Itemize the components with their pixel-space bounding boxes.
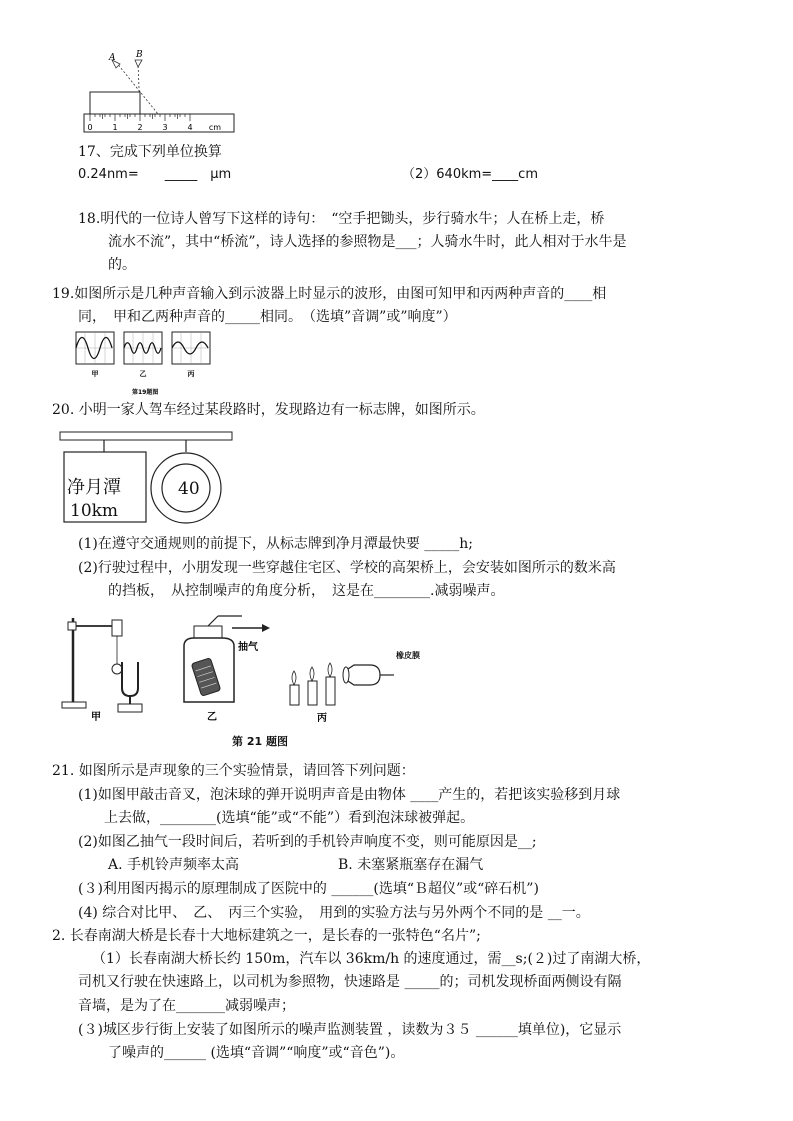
- fig21-label-bing: 丙: [317, 713, 327, 723]
- q21-title: 21. 如图所示是声现象的三个实验情景，请回答下列问题：: [52, 763, 415, 779]
- q22-p3-line1: (３)城区步行街上安装了如图所示的噪声监测装置 ，读数为３５ ______填单位)，它显示: [78, 1022, 622, 1038]
- q18-line1: 18.明代的一位诗人曾写下这样的诗句： “空手把锄头，步行骑水牛；人在桥上走，桥: [78, 211, 605, 227]
- sign-distance: 10km: [70, 501, 119, 521]
- fig21-tuning-fork: [60, 612, 160, 722]
- tick-1: 1: [112, 123, 118, 132]
- ruler-figure: [80, 48, 240, 136]
- q20-part1: (1)在遵守交通规则的前提下，从标志牌到净月潭最快要 _____h;: [78, 536, 474, 552]
- fig21-bell-jar: [178, 612, 288, 722]
- q21-option-a: A. 手机铃声频率太高: [108, 857, 240, 873]
- fig21-label-yi: 乙: [207, 712, 217, 722]
- q21-option-b: B. 未塞紧瓶塞存在漏气: [338, 857, 484, 873]
- q20-part2-line2: 的挡板， 从控制噪声的角度分析， 这是在________.减弱噪声。: [108, 583, 505, 599]
- wave-label-jia: 甲: [91, 370, 99, 378]
- tick-4: 4: [187, 123, 193, 132]
- pump-label: 抽气: [238, 642, 258, 653]
- q18-line2: 流水不流”，其中“桥流”，诗人选择的参照物是___；人骑水牛时，此人相对于水牛是: [108, 234, 627, 250]
- sign-speed-limit: 40: [178, 479, 200, 499]
- q19-line1: 19.如图所示是几种声音输入到示波器上时显示的波形，由图可知甲和丙两种声音的____相: [52, 286, 607, 302]
- wave-label-bing: 丙: [187, 370, 195, 378]
- wave-label-yi: 乙: [139, 370, 147, 378]
- q22-title: 2. 长春南湖大桥是长春十大地标建筑之一，是长春的一张特色“名片”;: [52, 928, 481, 944]
- tick-3: 3: [162, 123, 168, 132]
- q20-title: 20. 小明一家人驾车经过某段路时，发现路边有一标志牌，如图所示。: [52, 402, 485, 418]
- q21-p1-line2: 上去做，________(选填“能”或“不能”）看到泡沫球被弹起。: [104, 810, 475, 826]
- tick-2: 2: [137, 123, 143, 132]
- q21-p3: (３)利用图丙揭示的原理制成了医院中的 ______(选填“Ｂ超仪”或“碎石机”): [78, 881, 539, 897]
- q22-p1-line1: （1）长春南湖大桥长约 150m，汽车以 36km/h 的速度通过，需__s;(２)过了南湖大桥，: [92, 951, 651, 967]
- q19-line2: 同， 甲和乙两种声音的_____相同。 （选填”音调”或”响度”）: [78, 309, 457, 325]
- q17-title: 17、完成下列单位换算: [78, 144, 222, 160]
- q22-p1-line2: 司机又行驶在快速路上，以司机为参照物，快速路是 _____的；司机发现桥面两侧设有隔: [78, 974, 622, 990]
- q21-p2: (2)如图乙抽气一段时间后，若听到的手机铃声响度不变，则可能原因是__;: [78, 834, 537, 850]
- unit-label: cm: [208, 123, 222, 132]
- q19-caption: 第19题图: [132, 389, 159, 396]
- waveform-figure: [74, 330, 214, 398]
- q17-part1: 0.24nm= _____ μm: [78, 167, 232, 182]
- fig21-label-jia: 甲: [91, 712, 101, 722]
- fig21-caption: 第 21 题图: [232, 735, 288, 748]
- stopper-label: 橡皮膜: [396, 651, 420, 660]
- q18-line3: 的。: [108, 257, 136, 273]
- label-b: B: [136, 50, 143, 60]
- q20-part2-line1: (2)行驶过程中，小朋发现一些穿越住宅区、学校的高架桥上，会安装如图所示的数米高: [78, 560, 616, 576]
- tick-0: 0: [87, 123, 93, 132]
- q22-p3-line2: 了噪声的______ (选填“音调”“响度”或“音色”)。: [108, 1045, 405, 1061]
- q17-part2: （2）640km=____cm: [402, 167, 538, 182]
- q21-p4: (4) 综合对比甲、 乙、 丙三个实验， 用到的实验方法与另外两个不同的是 __一。: [78, 905, 590, 921]
- fig21-candles: [284, 645, 414, 723]
- sign-place-name: 净月潭: [67, 477, 121, 498]
- q21-p1-line1: (1)如图甲敲击音叉，泡沫球的弹开说明声音是由物体 ____产生的，若把该实验移到月球: [78, 787, 621, 803]
- label-a: A: [109, 53, 116, 63]
- q22-p1-line3: 音墙，是为了在_______减弱噪声；: [78, 998, 295, 1014]
